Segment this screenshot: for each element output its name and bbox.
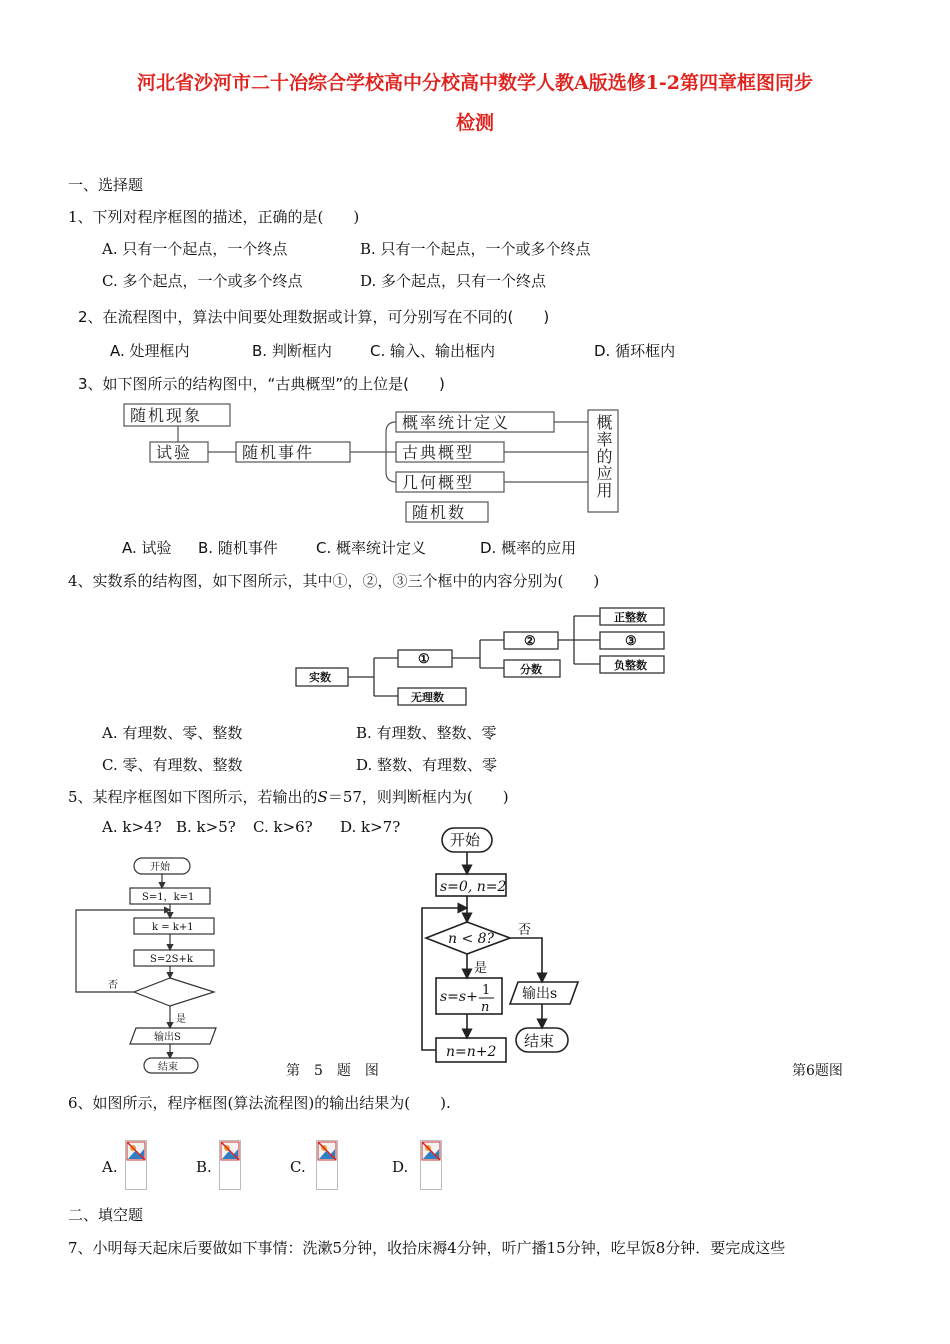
q6-flow-start: 开始 [450,831,481,849]
q6-flow-frac-num: 1 [482,983,491,998]
q4-label-d1: 正整数 [614,611,647,624]
section-1-heading: 一、选择题 [68,176,144,194]
q3-option-d: D. 概率的应用 [480,539,577,557]
q5-flow-step1: k = k+1 [152,922,194,933]
q5-flow-end: 结束 [158,1062,178,1073]
section-2-heading: 二、填空题 [68,1206,144,1224]
q5-flow-yes: 是 [176,1014,186,1025]
q6-caption: 第6题图 [792,1063,843,1079]
q6-stem: 6、如图所示，程序框图(算法流程图)的输出结果为( ). [68,1094,451,1112]
q5-flow-start: 开始 [150,862,170,873]
q1-stem: 1、下列对程序框图的描述，正确的是( ) [68,208,360,226]
q6-flow-frac-den: n [481,1000,490,1015]
q3-label-n1: 随机现象 [130,406,203,425]
q4-option-d: D. 整数、有理数、零 [356,756,498,774]
q3-label-n5: 古典概型 [402,443,475,462]
q5-flow-out: 输出S [154,1032,181,1043]
q1-option-b: B. 只有一个起点，一个或多个终点 [360,240,591,258]
q5-flow-no: 否 [108,980,118,991]
q6-flow-yes: 是 [474,961,488,976]
q6-flow-cond: n < 8? [448,931,495,947]
q5-option-d: D. k>7? [340,818,401,836]
q5-flow-init: S=1，k=1 [142,892,195,903]
q6-flowchart [418,822,598,1074]
q3-option-a: A. 试验 [122,539,172,557]
q4-label-c2: 分数 [520,663,542,676]
q5-option-b: B. k>5? [176,818,236,836]
q4-label-d3: 负整数 [614,659,647,672]
q5-stem [68,786,509,807]
q6-flow-inc: n=n+2 [446,1044,497,1060]
q2-stem: 2、在流程图中，算法中间要处理数据或计算，可分别写在不同的( ) [78,308,550,326]
q2-option-b: B. 判断框内 [252,342,332,360]
q5-stem-post: ＝57，则判断框内为( ) [327,788,509,806]
q4-label-b2: 无理数 [411,691,444,704]
q6-flow-init: s=0, n=2 [440,879,507,895]
q5-stem-var: S [317,788,328,806]
q3-label-n4: 概率统计定义 [402,413,511,432]
q3-stem: 3、如下图所示的结构图中，“古典概型”的上位是( ) [78,375,445,393]
q5-stem-pre: 5、某程序框图如下图所示，若输出的 [68,788,318,806]
q1-option-c: C. 多个起点，一个或多个终点 [102,272,303,290]
title-line-1: 河北省沙河市二十冶综合学校高中分校高中数学人教A版选修1-2第四章框图同步 [136,72,814,94]
q3-label-n8: 概率的应用 [594,414,613,499]
q4-label-c1: ② [524,634,536,649]
q5-flowchart [70,852,240,1078]
q6-option-a-image-icon [125,1140,147,1190]
q7-stem: 7、小明每天起床后要做如下事情：洗漱5分钟，收拾床褥4分钟，听广播15分钟，吃早饭8分钟．要完成这些 [68,1239,786,1257]
q6-option-d: D. [392,1158,409,1176]
q6-flow-end: 结束 [524,1032,555,1050]
q4-label-root: 实数 [309,671,331,684]
title-line-2: 检测 [455,112,494,134]
q4-structure-diagram [290,598,680,710]
q4-label-d2: ③ [625,634,637,649]
q6-option-b: B. [196,1158,212,1176]
q3-label-n6: 几何概型 [402,473,475,492]
q3-label-n7: 随机数 [412,503,467,522]
q4-option-a: A. 有理数、零、整数 [102,724,243,742]
q3-option-c: C. 概率统计定义 [316,539,427,557]
q5-option-a: A. k>4? [102,818,162,836]
q6-option-d-image-icon [420,1140,442,1190]
q5-option-c: C. k>6? [253,818,313,836]
q5-flow-step2: S=2S+k [150,954,193,965]
q6-option-a: A. [102,1158,118,1176]
q1-option-d: D. 多个起点，只有一个终点 [360,272,547,290]
q2-option-c: C. 输入、输出框内 [370,342,496,360]
q3-label-n3: 随机事件 [242,443,315,462]
q2-option-a: A. 处理框内 [110,342,190,360]
q6-flow-out: 输出s [522,986,558,1002]
q3-structure-diagram [118,398,628,528]
q3-option-b: B. 随机事件 [198,539,278,557]
q6-option-c: C. [290,1158,306,1176]
q6-flow-no: 否 [518,923,532,938]
q1-option-a: A. 只有一个起点，一个终点 [102,240,288,258]
q6-flow-body: s=s+ [440,989,478,1005]
q2-option-d: D. 循环框内 [594,342,676,360]
q4-option-c: C. 零、有理数、整数 [102,756,243,774]
q3-label-n2: 试验 [156,443,193,462]
q5-caption: 第 5 题 图 [286,1063,379,1079]
q4-stem: 4、实数系的结构图，如下图所示，其中①，②，③三个框中的内容分别为( ) [68,572,600,590]
q4-label-b1: ① [418,652,430,667]
q6-option-c-image-icon [316,1140,338,1190]
q6-option-b-image-icon [219,1140,241,1190]
q4-option-b: B. 有理数、整数、零 [356,724,497,742]
